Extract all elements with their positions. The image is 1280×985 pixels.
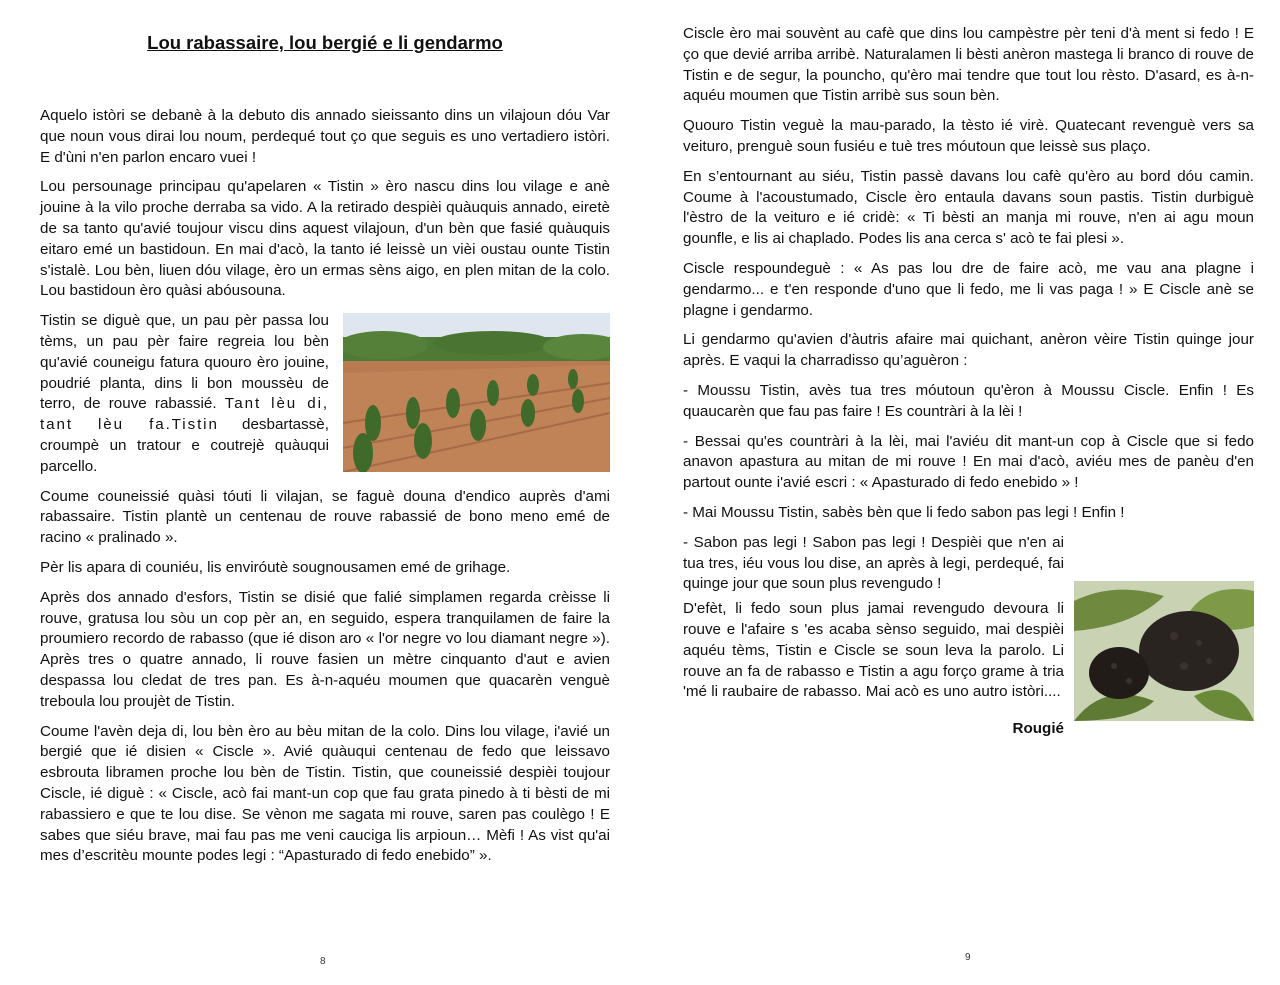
page-number-right: 9 bbox=[965, 952, 971, 963]
planting-spaced-phrase: Tant lèu di, tant lèu fa.Tistin bbox=[40, 395, 329, 434]
page-number-left: 8 bbox=[320, 956, 326, 967]
paragraph-confrontation: En s’entournant au siéu, Tistin passè davans lou cafè qu'èro au bord dóu camin. Coume à l'acoustumado, Ciscle èro entaula davans soun pastis. Tistin durbiguè l'èstro de la veituro e ié cridè: « Ti bèsti an manja mi rouve, n'en ai agu moun gounfle, e lis ai chaplado. Podes lis ana cerca s' acò te fai plesi ». bbox=[683, 167, 1254, 248]
left-text-column bbox=[40, 106, 610, 876]
oak-orchard-photo bbox=[343, 313, 610, 472]
paragraph-shepherd: Coume l'avèn deja di, lou bèn èro au bèu mitan de la colo. Dins lou vilage, i'avié un bergié que ié disien « Ciscle ». Avié quàuqui centenau de fedo que leissavo esbrouta libramen proche lou bèn de Tistin. Tistin, que couneissié despièi toujour Ciscle, ié diguè : « Ciscle, acò fai mant-un cop que fau grata pinedo à ti bèsti de mi rabassiero e que te lou dise. Se vènon me sagata mi rouve, saren pas coulègo ! E sabes que siéu brave, mai fau pas me veni cauciga lis arpioun… Mèfi ! As vist qu'ai mes d’escritèu mounte podes legi : “Apasturado di fedo enebido” ». bbox=[40, 722, 610, 865]
paragraph-complaint: Ciscle respoundeguè : « As pas lou dre de faire acò, me vau ana plagne i gendarmo... e t'en responde d'uno que li fedo, me li vas paga ! » E Ciscle anè se plagne i gendarmo. bbox=[683, 259, 1254, 319]
paragraph-fencing: Pèr lis apara di couniéu, lis enviróutè sougnousamen emé de grihage. bbox=[40, 558, 511, 576]
author-signature: Rougié bbox=[1012, 720, 1064, 738]
dialogue-line-1: - Moussu Tistin, avès tua tres móutoun qu'èron à Moussu Ciscle. Enfin ! Es quaucarèn que fau pas faire ! Es countràri à la lèi ! bbox=[683, 381, 1254, 420]
paragraph-anger: Quouro Tistin veguè la mau-parado, la tèsto ié virè. Quatecant revenguè vers sa veituro, prenguè soun fusiéu e tuè tres móutoun que leissè sus plaço. bbox=[683, 117, 1254, 155]
black-truffle-photo bbox=[1074, 581, 1254, 721]
dialogue-line-3: - Mai Moussu Tistin, sabès bèn que li fedo sabon pas legi ! Enfin ! bbox=[683, 503, 1125, 521]
planting-lead: Tistin se diguè que, un pau pèr passa lou tèms, un pau pèr faire regreia lou bèn qu'avié couneigu fatura quouro èro jouine, poudrié planta, dins li bon moussèu de terro, de rouve rabassié. bbox=[40, 312, 329, 413]
paragraph-waiting: Après dos annado d'esfors, Tistin se disié que falié simplamen regarda crèisse li rouve, gratusa lou sòu un cop pèr an, en seguido, espera tranquilamen de faire la proumiero recordo de rabasso (que ié dison aro « l'or negre vo lou diamant negre »). Après tres o quatre annado, li rouve fasien un mètre cinquanto d'aut e avien despassa lou cledat de tres pan. Es à-n-aquéu moumen que quacarèn venguè treboula lou proujèt de Tistin. bbox=[40, 588, 610, 710]
paragraph-intro: Aquelo istòri se debanè à la debuto dis annado sieissanto dins un vilajoun dóu Var que noun vous dirai lou noum, perdequé tout ço que seguis es uno vertadiero istòri. E d'ùni n'en parlon encaro vuei ! bbox=[40, 107, 610, 166]
article-title: Lou rabassaire, lou bergié e li gendarmo bbox=[147, 32, 503, 53]
paragraph-gendarmes: Li gendarmo qu'avien d'àutris afaire mai quichant, anèron vèire Tistin quinge jour après. E vaqui la charradisso qu’aguèron : bbox=[683, 331, 1254, 370]
dialogue-line-2: - Bessai qu'es countràri à la lèi, mai l'aviéu dit mant-un cop à Ciscle que si fedo anavon apastura au mitan de mi rouve ! En mai d'acò, aviéu mes de panèu d'en partout ounte i'avié escri : « Apasturado di fedo enebido » ! bbox=[683, 432, 1254, 492]
paragraph-advice: Coume couneissié quàsi tóuti li vilajan, se faguè douna d'endico auprès d'ami rabassaire. Tistin plantè un centenau de rouve rabassié de bono meno emé de racino « pralinado ». bbox=[40, 487, 610, 547]
right-text-column bbox=[683, 24, 1254, 740]
planting-tail: desbartassè, croumpè un tratour e coutrejè quàuqui parcello. bbox=[40, 416, 329, 475]
paragraph-conclusion: D'efèt, li fedo soun plus jamai revengudo devoura li rouve e l'afaire s 'es acaba sènso seguido, mai despièi aquéu tèms, Tistin e Ciscle se soun leva la parolo. Li rouve an fa de rabasso e Tistin a agu forço grame à tria 'mé li raubaire de rabasso. Mai acò es uno autro istòri.... bbox=[683, 600, 1064, 701]
paragraph-cafe: Ciscle èro mai souvènt au cafè que dins lou campèstre pèr teni d'à ment si fedo ! E ço que devié arriba arribè. Naturalamen li bèsti anèron mastega li branco di rouve de Tistin e de segur, la pouncho, qu'èro mai tendre que tout lou rèsto. D'asard, es à-n-aquéu moumen que Tistin arribè sus soun bèn. bbox=[683, 25, 1254, 105]
dialogue-line-4-text: - Sabon pas legi ! Sabon pas legi ! Despièi que n'en ai tua tres, iéu vous lou dise, an après à legi, perdequé, fai quinge jour que soun plus revengudo ! bbox=[683, 533, 1064, 593]
dialogue-line-4 bbox=[683, 533, 1254, 595]
paragraph-planting bbox=[40, 311, 610, 477]
paragraph-character: Lou persounage principau qu'apelaren « Tistin » èro nascu dins lou vilage e anè jouine à la vilo proche derraba sa vido. A la retirado despièi quàuquis annado, eiretè de sa tanto qu'avié toujour viscu dins aquest vilajoun, d'un bèn que fasié quàuquis eitaro emé un bastidoun. En mai d'acò, la tanto ié leissè un vièi oustau ounte Tistin s'istalè. Lou bèn, liuen dóu vilage, èro un ermas sèns aigo, en plen mitan de la colo. Lou bastidoun èro quàsi abóusouna. bbox=[40, 178, 610, 300]
right-page bbox=[640, 0, 1280, 985]
